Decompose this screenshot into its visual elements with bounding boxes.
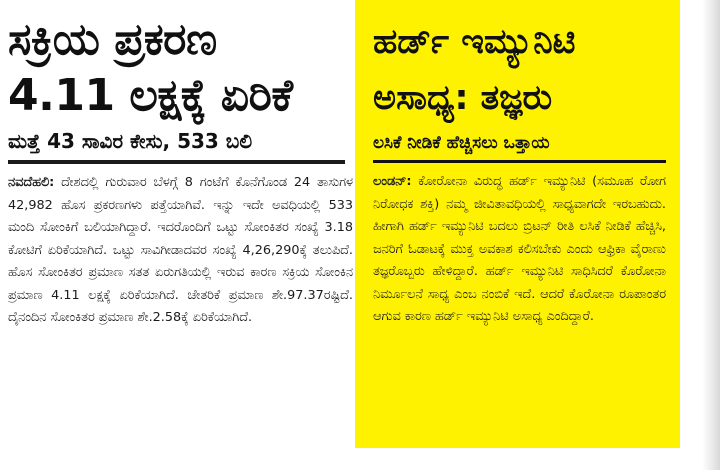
right-subhead: ಲಸಿಕೆ ನೀಡಿಕೆ ಹೆಚ್ಚಿಸಲು ಒತ್ತಾಯ xyxy=(373,133,550,153)
right-article-box xyxy=(355,0,680,448)
left-headline-line2: 4.11 ಲಕ್ಷಕ್ಕೆ ಏರಿಕೆ xyxy=(8,70,293,121)
right-body xyxy=(373,171,666,329)
right-divider xyxy=(373,160,666,163)
left-divider xyxy=(8,160,345,164)
left-headline-line1: ಸಕ್ರಿಯ ಪ್ರಕರಣ xyxy=(8,14,217,65)
right-headline xyxy=(373,14,666,126)
right-body-text: ಕೋರೋನಾ ವಿರುದ್ಧ ಹರ್ಡ್ ಇಮ್ಯುನಿಟಿ (ಸಮೂಹ ರೋಗ ನಿರೋಧಕ ಶಕ್ತಿ) ನಮ್ಮ ಜೀವಿತಾವಧಿಯಲ್ಲಿ ಸಾಧ್ಯವಾಗದೇ ಇರಬಹುದು. ಹೀಗಾಗಿ ಹರ್ಡ್ ಇಮ್ಯುನಿಟಿ ಬದಲು ಬ್ರಿಟನ್ ರೀತಿ ಲಸಿಕೆ ನೀಡಿಕೆ ಹೆಚ್ಚಿಸಿ, ಜನರಿಗೆ ಓಡಾಟಕ್ಕೆ ಮುಕ್ತ ಅವಕಾಶ ಕಲಿಸಬೇಕು ಎಂದು ಆಫ್ರಿಕಾ ವೈರಾಣು ತಜ್ಞರೊಬ್ಬರು ಹೇಳಿದ್ದಾರೆ. ಹರ್ಡ್ ಇಮ್ಯುನಿಟಿ ಸಾಧಿಸಿದರೆ ಕೊರೋನಾ ನಿರ್ಮೂಲನೆ ಸಾಧ್ಯ ಎಂಬ ನಂಬಿಕೆ ಇದೆ. ಆದರೆ ಕೊರೋನಾ ರೂಪಾಂತರ ಆಗುವ ಕಾರಣ ಹರ್ಡ್ ಇಮ್ಯುನಿಟಿ ಅಸಾಧ್ಯ ಎಂದಿದ್ದಾರೆ. xyxy=(373,174,666,324)
left-body-text: ದೇಶದಲ್ಲಿ ಗುರುವಾರ ಬೆಳಗ್ಗೆ 8 ಗಂಟೆಗೆ ಕೊನೆಗೊಂಡ 24 ತಾಸುಗಳ 42,982 ಹೊಸ ಪ್ರಕರಣಗಳು ಪತ್ತೆಯಾಗಿವೆ. ಇನ್ನು ಇದೇ ಅವಧಿಯಲ್ಲಿ 533 ಮಂದಿ ಸೋಂಕಿಗೆ ಬಲಿಯಾಗಿದ್ದಾರೆ. ಇದರೊಂದಿಗೆ ಒಟ್ಟು ಸೋಂಕಿತರ ಸಂಖ್ಯೆ 3.18 ಕೋಟಿಗೆ ಏರಿಕೆಯಾಗಿದೆ. ಒಟ್ಟು ಸಾವಿಗೀಡಾದವರ ಸಂಖ್ಯೆ 4,26,290ಕ್ಕೆ ತಲುಪಿದೆ. ಹೊಸ ಸೋಂಕಿತರ ಪ್ರಮಾಣ ಸತತ ಏರುಗತಿಯಲ್ಲಿ ಇರುವ ಕಾರಣ ಸಕ್ರಿಯ ಸೋಂಕಿನ ಪ್ರಮಾಣ 4.11 ಲಕ್ಷಕ್ಕೆ ಏರಿಕೆಯಾಗಿದೆ. ಚೇತರಿಕೆ ಪ್ರಮಾಣ ಶೇ.97.37ರಷ್ಟಿದೆ. ದೈನಂದಿನ ಸೋಂಕಿತರ ಪ್ರಮಾಣ ಶೇ.2.58ಕ್ಕೆ ಏರಿಕೆಯಾಗಿದೆ. xyxy=(8,175,353,325)
right-headline-line2: ಅಸಾಧ್ಯ: ತಜ್ಞರು xyxy=(373,78,553,118)
left-article xyxy=(8,12,353,462)
left-dateline: ನವದೆಹಲಿ: xyxy=(8,175,55,190)
right-dateline: ಲಂಡನ್: xyxy=(373,174,412,189)
left-subhead: ಮತ್ತೆ 43 ಸಾವಿರ ಕೇಸು, 533 ಬಲಿ xyxy=(8,129,253,153)
left-body xyxy=(8,172,353,330)
right-headline-line1: ಹರ್ಡ್ ಇಮ್ಯುನಿಟಿ xyxy=(373,22,576,62)
page-edge-shadow xyxy=(702,0,720,470)
left-headline xyxy=(8,12,353,124)
